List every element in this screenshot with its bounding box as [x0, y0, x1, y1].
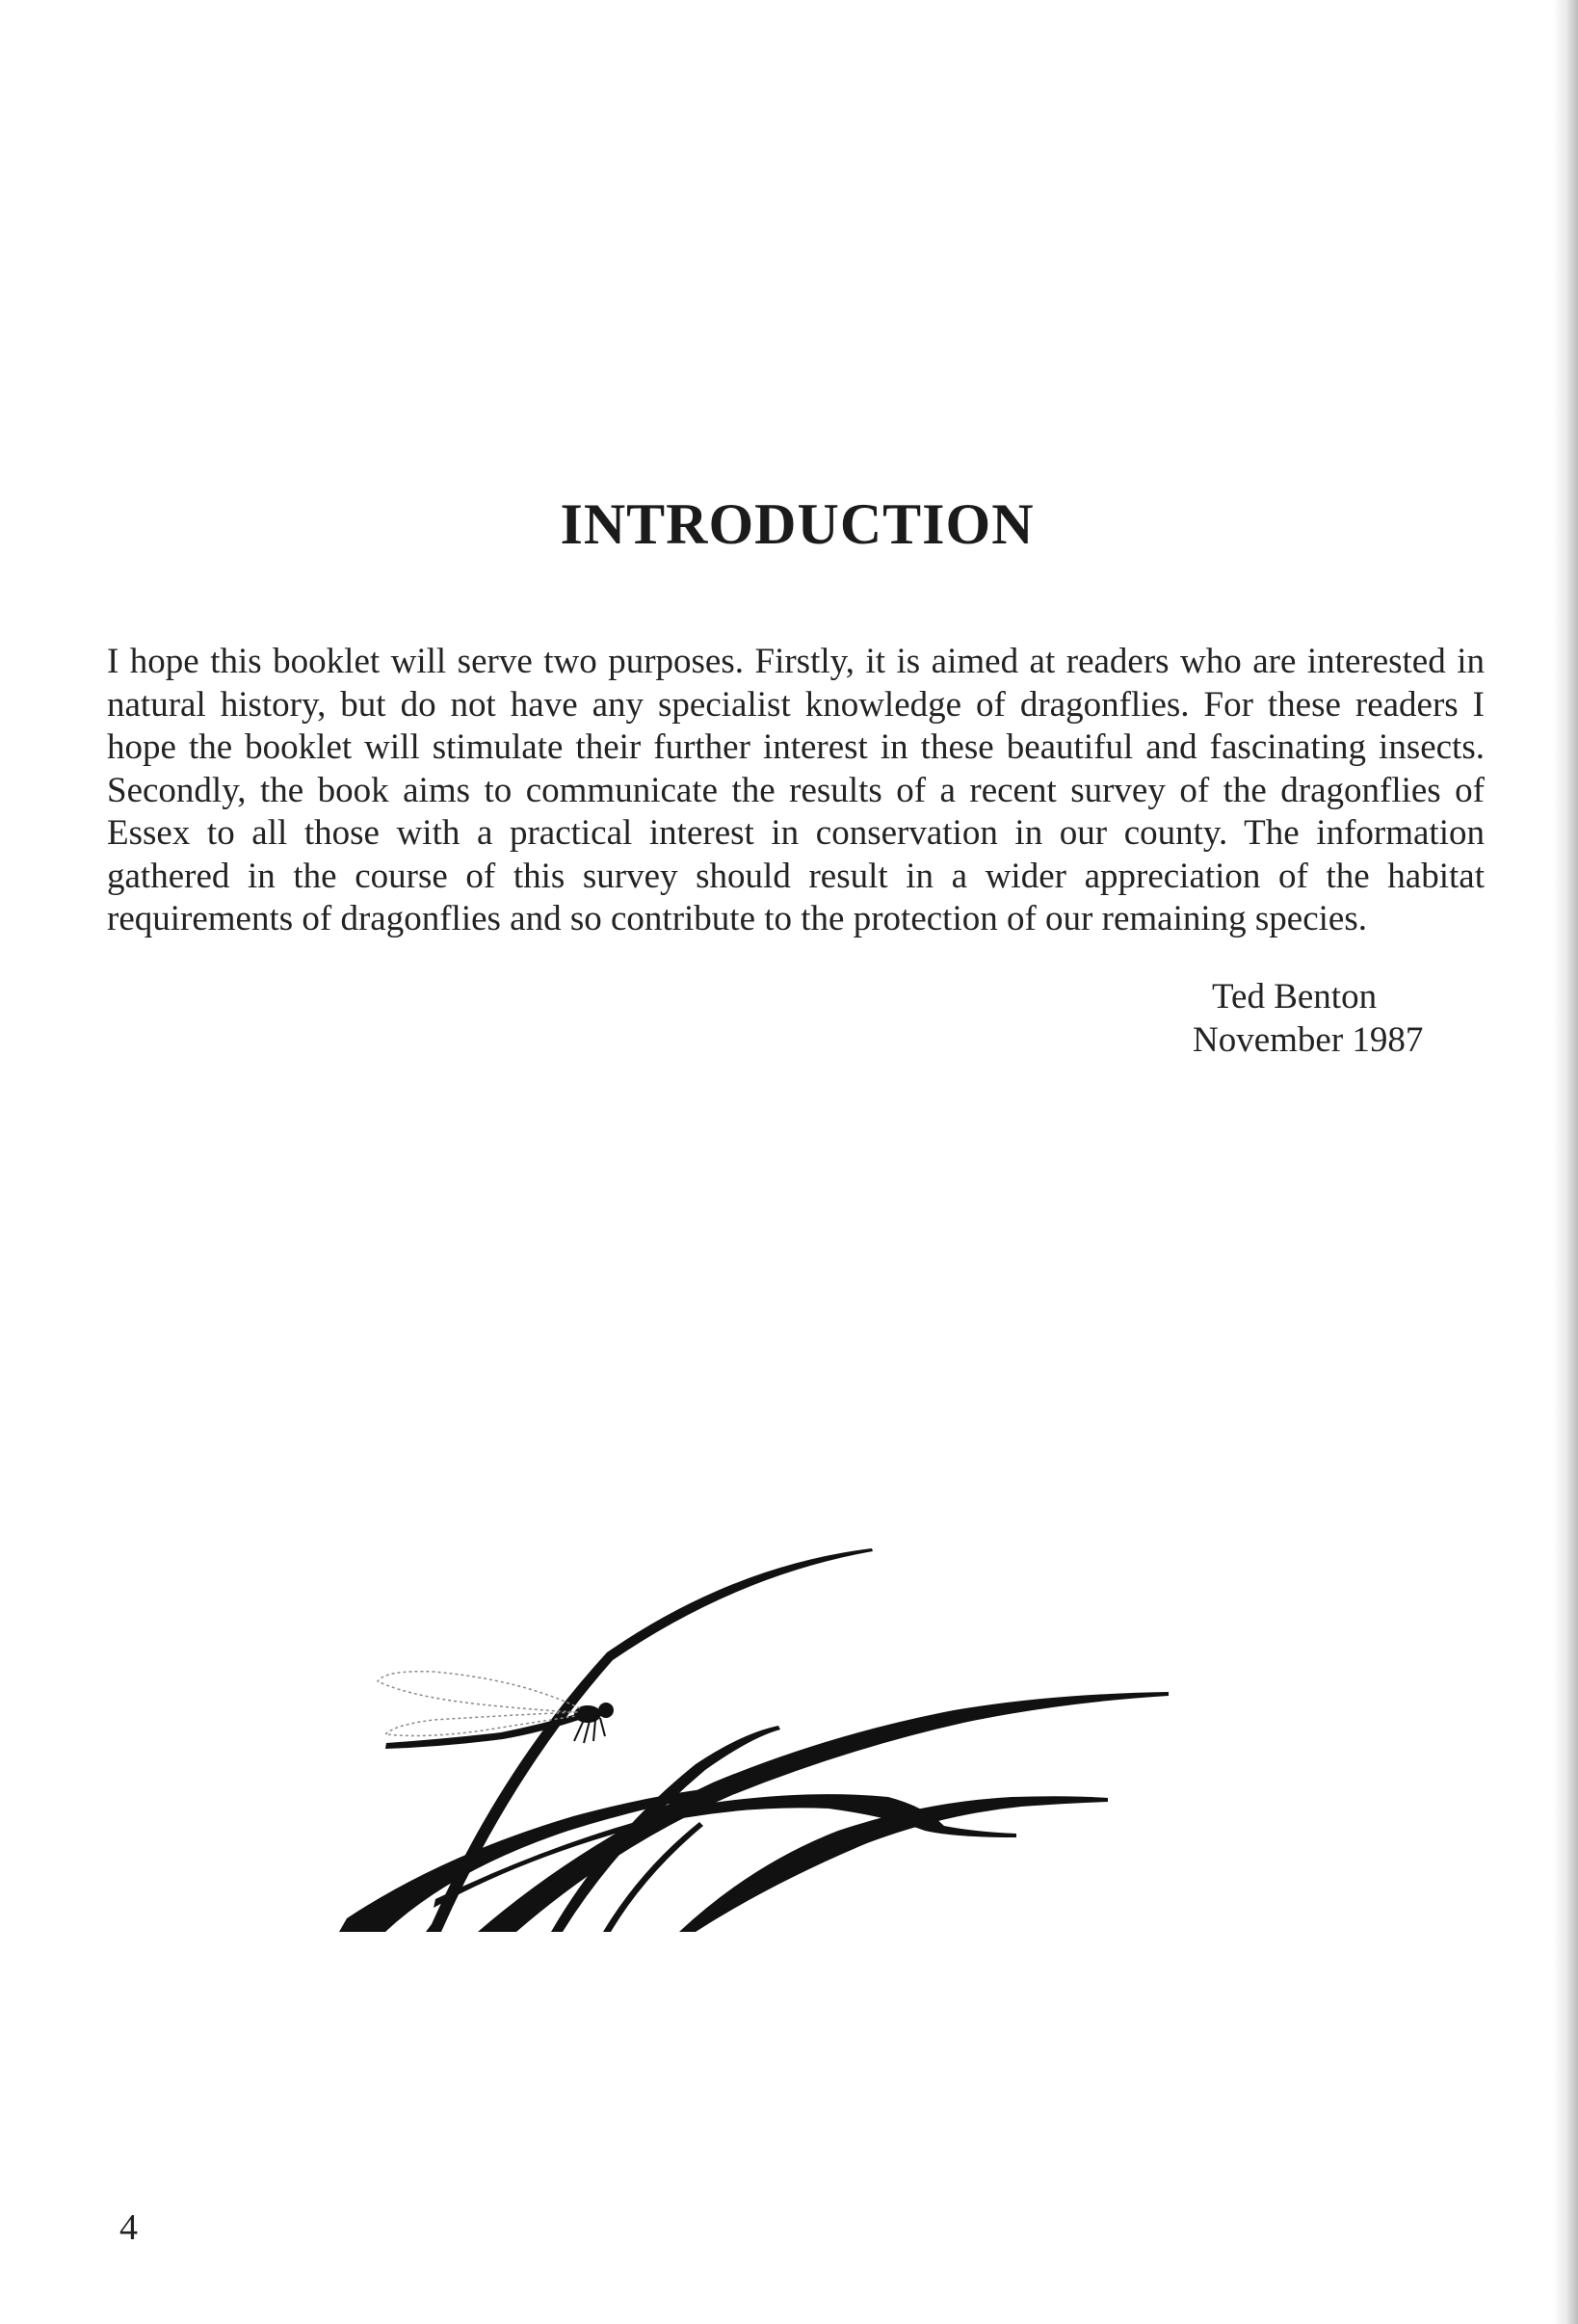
page-edge-shadow	[1553, 0, 1578, 2324]
introduction-paragraph: I hope this booklet will serve two purposes. Firstly, it is aimed at readers who are interested in natural history, but do not have any specialist knowledge of dragonflies. For these readers I hope the booklet will stimulate their further interest in these beautiful and fascinating insects. Secondly, the book aims to communicate the results of a recent survey of the dragonflies of Essex to all those with a practical interest in conservation in our county. The information gathered in the course of this survey should result in a wider appreciation of the habitat requirements of dragonflies and so contribute to the protection of our remaining species.	[107, 642, 1485, 938]
author-name: Ted Benton	[1212, 977, 1378, 1017]
signature-block	[1193, 975, 1423, 1062]
dragonfly-head	[598, 1703, 614, 1718]
dragonfly-reeds-illustration	[328, 1537, 1272, 1941]
reed-lower-right	[679, 1796, 1108, 1932]
page-title: INTRODUCTION	[560, 492, 1035, 556]
dragonfly-legs	[574, 1718, 605, 1743]
page-number: 4	[119, 2207, 138, 2248]
signature-date: November 1987	[1193, 1020, 1424, 1060]
